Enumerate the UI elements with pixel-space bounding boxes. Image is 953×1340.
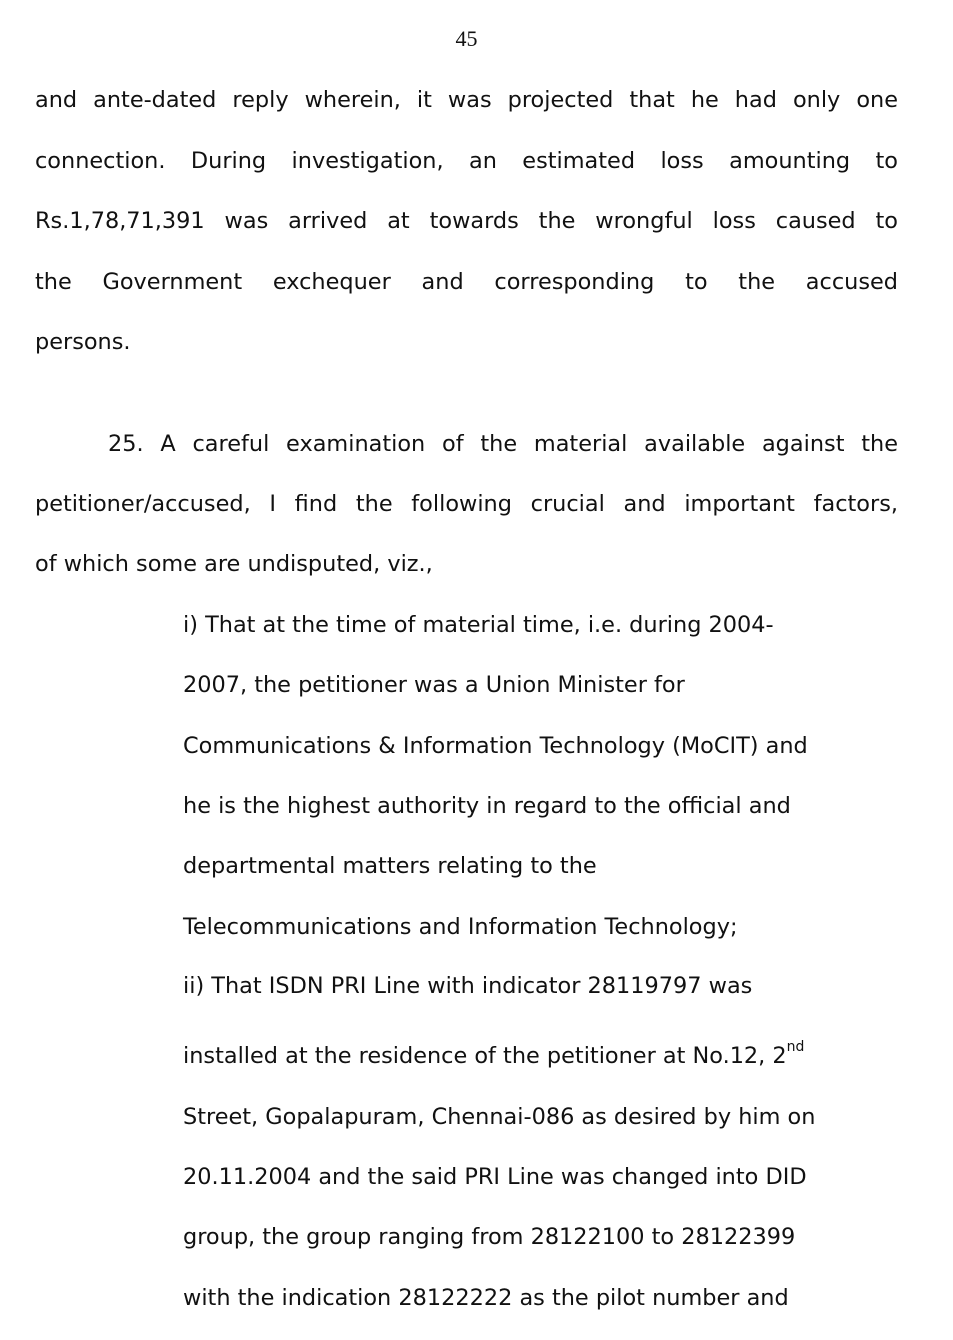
text-line <box>183 1039 805 1070</box>
page-number: 45 <box>455 26 478 51</box>
text-line: 2007, the petitioner was a Union Minister for <box>183 672 685 698</box>
text-line: Telecommunications and Information Technology; <box>183 914 738 940</box>
text-line: Street, Gopalapuram, Chennai-086 as desired by him on <box>183 1104 816 1130</box>
text-line: connection. During investigation, an estimated loss amounting to <box>35 148 898 174</box>
text-line: Rs.1,78,71,391 was arrived at towards the wrongful loss caused to <box>35 208 898 234</box>
text-span: installed at the residence of the petitioner at No.12, 2 <box>183 1043 787 1069</box>
text-line: departmental matters relating to the <box>183 853 597 879</box>
text-line: ii) That ISDN PRI Line with indicator 28119797 was <box>183 973 753 999</box>
ordinal-superscript: nd <box>786 1039 805 1055</box>
text-line: Communications & Information Technology (MoCIT) and <box>183 733 808 759</box>
text-line: with the indication 28122222 as the pilot number and <box>183 1285 789 1311</box>
text-line: persons. <box>35 329 131 355</box>
text-line: petitioner/accused, I find the following crucial and important factors, <box>35 491 898 517</box>
text-line: group, the group ranging from 28122100 to 28122399 <box>183 1224 796 1250</box>
text-line: of which some are undisputed, viz., <box>35 551 433 577</box>
text-line: he is the highest authority in regard to the official and <box>183 793 791 819</box>
text-line: i) That at the time of material time, i.e. during 2004- <box>183 612 774 638</box>
text-line: 25. A careful examination of the material available against the <box>108 431 898 457</box>
text-line: 20.11.2004 and the said PRI Line was changed into DID <box>183 1164 807 1190</box>
text-line: the Government exchequer and corresponding to the accused <box>35 269 898 295</box>
text-line: and ante-dated reply wherein, it was projected that he had only one <box>35 87 898 113</box>
